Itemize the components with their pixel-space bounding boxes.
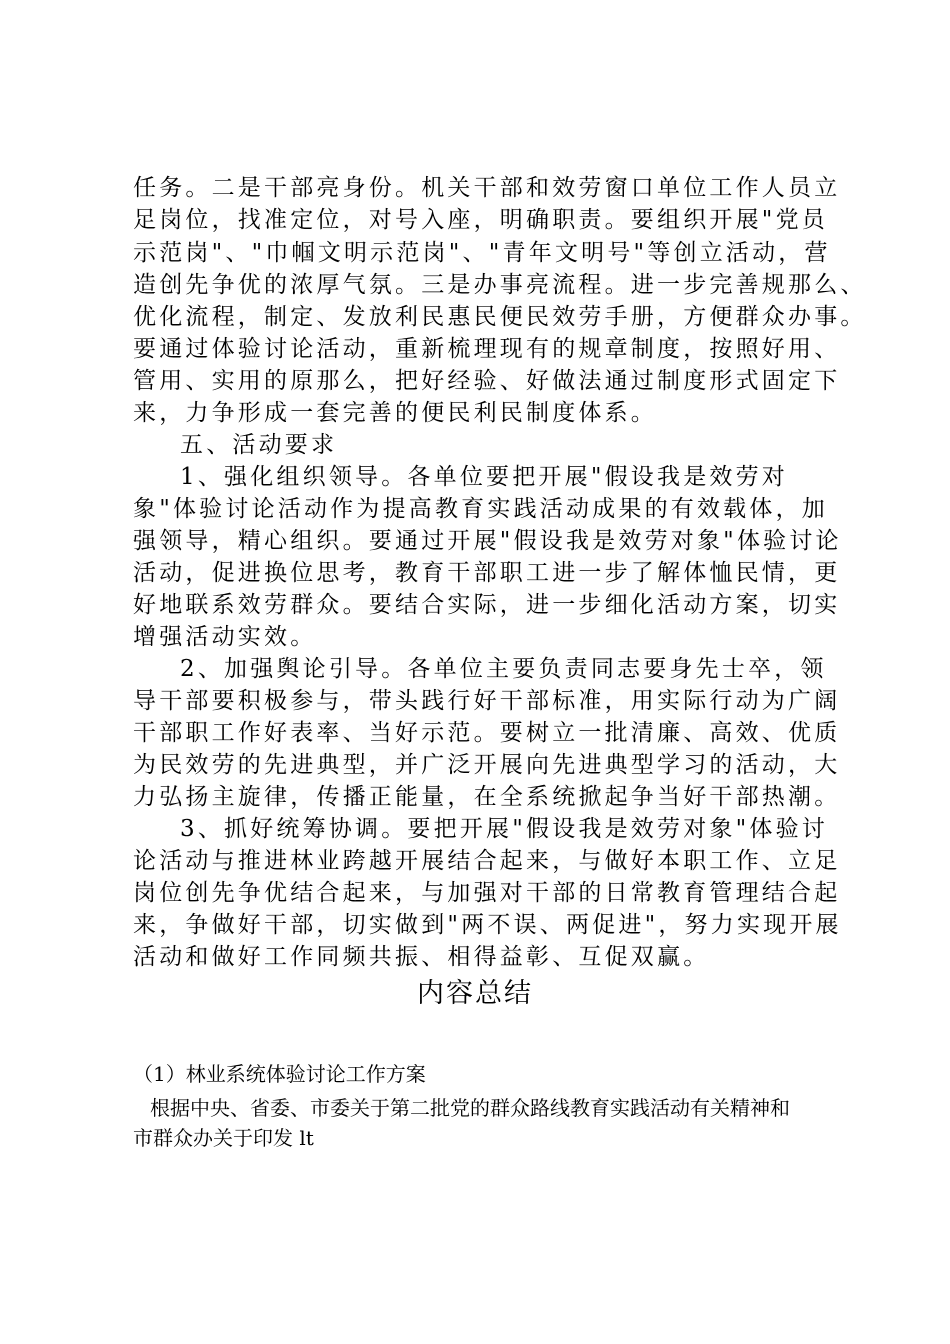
- body-line: 力弘扬主旋律，传播正能量，在全系统掀起争当好干部热潮。: [133, 784, 841, 810]
- summary-text-line: 市群众办关于印发 lt: [133, 1126, 314, 1150]
- body-line: 强领导，精心组织。要通过开展"假设我是效劳对象"体验讨论: [133, 528, 842, 554]
- body-line: 增强活动实效。: [133, 624, 317, 650]
- body-line: 为民效劳的先进典型，并广泛开展向先进典型学习的活动，大: [133, 752, 841, 778]
- summary-title: 内容总结: [417, 978, 533, 1009]
- body-line: 来，力争形成一套完善的便民利民制度体系。: [133, 400, 657, 426]
- section-heading: 五、活动要求: [180, 432, 338, 458]
- body-line: 2、加强舆论引导。各单位主要负责同志要身先士卒，领: [180, 656, 827, 682]
- body-line: 好地联系效劳群众。要结合实际，进一步细化活动方案，切实: [133, 592, 841, 618]
- body-line: 活动，促进换位思考，教育干部职工进一步了解体恤民情，更: [133, 560, 841, 586]
- body-line: 1、强化组织领导。各单位要把开展"假设我是效劳对: [180, 464, 789, 490]
- body-line: 干部职工作好表率、当好示范。要树立一批清廉、高效、优质: [133, 720, 841, 746]
- body-line: 造创先争优的浓厚气氛。三是办事亮流程。进一步完善规那么、: [133, 272, 867, 298]
- body-line: 论活动与推进林业跨越开展结合起来，与做好本职工作、立足: [133, 848, 841, 874]
- body-line: 岗位创先争优结合起来，与加强对干部的日常教育管理结合起: [133, 880, 841, 906]
- summary-item-label: （1）林业系统体验讨论工作方案: [133, 1062, 426, 1086]
- summary-text-line: 根据中央、省委、市委关于第二批党的群众路线教育实践活动有关精神和: [150, 1096, 790, 1120]
- body-line: 3、抓好统筹协调。要把开展"假设我是效劳对象"体验讨: [180, 816, 828, 842]
- body-line: 活动和做好工作同频共振、相得益彰、互促双赢。: [133, 944, 710, 970]
- body-line: 象"体验讨论活动作为提高教育实践活动成果的有效载体，加: [133, 496, 828, 522]
- body-line: 要通过体验讨论活动，重新梳理现有的规章制度，按照好用、: [133, 336, 841, 362]
- body-line: 任务。二是干部亮身份。机关干部和效劳窗口单位工作人员立: [133, 175, 841, 201]
- body-line: 管用、实用的原那么，把好经验、好做法通过制度形式固定下: [133, 368, 841, 394]
- body-line: 优化流程，制定、发放利民惠民便民效劳手册，方便群众办事。: [133, 304, 867, 330]
- body-line: 导干部要积极参与，带头践行好干部标准，用实际行动为广阔: [133, 688, 841, 714]
- body-line: 足岗位，找准定位，对号入座，明确职责。要组织开展"党员: [133, 207, 828, 233]
- body-line: 示范岗"、"巾帼文明示范岗"、"青年文明号"等创立活动，营: [133, 240, 831, 266]
- body-line: 来，争做好干部，切实做到"两不误、两促进"，努力实现开展: [133, 912, 842, 938]
